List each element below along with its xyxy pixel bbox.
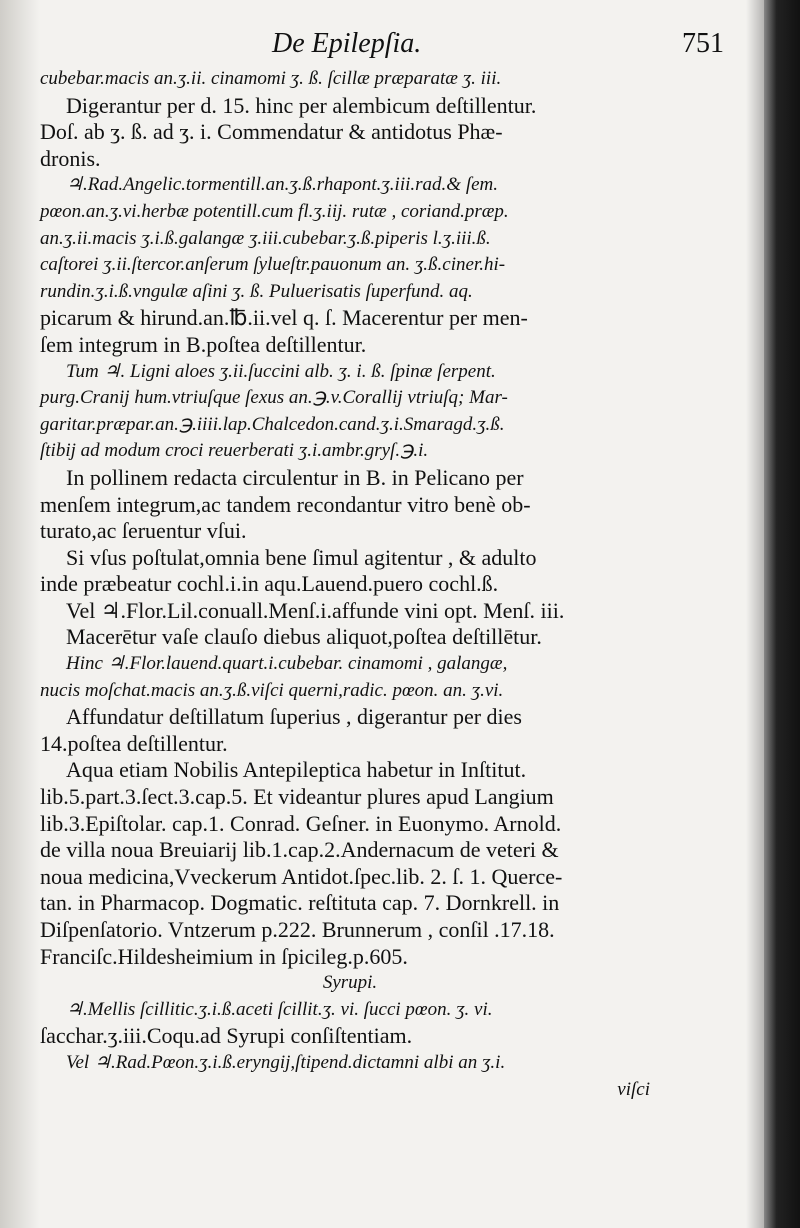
text-line: nucis moſchat.macis an.ʒ.ß.viſci querni,radic. pœon. an. ʒ.vi. — [40, 679, 504, 701]
text-line: garitar.præpar.an.℈.iiii.lap.Chalcedon.cand.ʒ.i.Smaragd.ʒ.ß. — [40, 413, 505, 435]
text-line: rundin.ʒ.i.ß.vngulæ aſini ʒ. ß. Puluerisatis ſuperfund. aq. — [40, 280, 473, 302]
text-line: tan. in Pharmacop. Dogmatic. reſtituta cap. 7. Dornkrell. in — [40, 890, 560, 916]
page-gutter-shadow — [0, 0, 40, 1228]
text-line: Macerētur vaſe clauſo diebus aliquot,poſtea deſtillētur. — [66, 624, 542, 650]
text-line: Affundatur deſtillatum ſuperius , digerantur per dies — [66, 704, 522, 730]
text-line: turato,ac ſeruentur vſui. — [40, 518, 247, 544]
text-line: ſacchar.ʒ.iii.Coqu.ad Syrupi conſiſtentiam. — [40, 1023, 413, 1049]
text-line: an.ʒ.ii.macis ʒ.i.ß.galangæ ʒ.iii.cubebar.ʒ.ß.piperis l.ʒ.iii.ß. — [40, 227, 491, 249]
text-line: Tum ♃. Ligni aloes ʒ.ii.ſuccini alb. ʒ. i. ß. ſpinæ ſerpent. — [66, 360, 496, 382]
text-line: caſtorei ʒ.ii.ſtercor.anſerum ſylueſtr.pauonum an. ʒ.ß.ciner.hi- — [40, 254, 506, 276]
text-line: Hinc ♃.Flor.lauend.quart.i.cubebar. cinamomi , galangæ, — [66, 653, 508, 675]
text-line: noua medicina,Vveckerum Antidot.ſpec.lib. 2. ſ. 1. Querce- — [40, 863, 563, 889]
book-fore-edge — [764, 0, 800, 1228]
text-line: ſem integrum in B.poſtea deſtillentur. — [40, 331, 367, 357]
page-header — [40, 28, 740, 68]
text-line: Diſpenſatorio. Vntzerum p.222. Brunnerum , conſil .17.18. — [40, 917, 555, 942]
text-line: Vel ♃.Rad.Pœon.ʒ.i.ß.eryngij,ſtipend.dictamni albi an ʒ.i. — [66, 1051, 506, 1073]
text-line: inde præbeatur cochl.i.in aqu.Lauend.puero cochl.ß. — [40, 571, 499, 597]
text-line: lib.3.Epiſtolar. cap.1. Conrad. Geſner. in Euonymo. Arnold. — [40, 810, 562, 836]
text-line: pœon.an.ʒ.vi.herbæ potentill.cum fl.ʒ.iij. rutæ , coriand.præp. — [40, 200, 509, 222]
text-line: ♃.Rad.Angelic.tormentill.an.ʒ.ß.rhapont.ʒ.iii.rad.& ſem. — [66, 174, 498, 196]
text-line: In pollinem redacta circulentur in B. in Pelicano per — [66, 464, 524, 490]
text-line: menſem integrum,ac tandem recondantur vitro benè ob- — [40, 491, 531, 517]
text-line: Aqua etiam Nobilis Antepileptica habetur in Inſtitut. — [66, 757, 527, 783]
text-line: Doſ. ab ʒ. ß. ad ʒ. i. Commendatur & antidotus Phæ- — [40, 119, 503, 145]
text-line: purg.Cranij hum.vtriuſque ſexus an.℈.v.Corallij vtriuſq; Mar- — [40, 387, 508, 409]
text-line: picarum & hirund.an.℔.ii.vel q. ſ. Macerentur per men- — [40, 305, 528, 331]
text-line: dronis. — [40, 145, 101, 171]
text-line: Franciſc.Hildesheimium in ſpicileg.p.605. — [40, 943, 408, 969]
page-number: 751 — [682, 28, 724, 59]
text-line: cubebar.macis an.ʒ.ii. cinamomi ʒ. ß. ſcillæ præparatæ ʒ. iii. — [40, 68, 502, 89]
text-line: ♃.Mellis ſcillitic.ʒ.i.ß.aceti ſcillit.ʒ. vi. ſucci pœon. ʒ. vi. — [66, 998, 493, 1020]
text-line: ſtibij ad modum croci reuerberati ʒ.i.ambr.gryſ.℈.i. — [40, 440, 429, 462]
text-line: Syrupi. — [322, 972, 378, 994]
text-line: lib.5.part.3.ſect.3.cap.5. Et videantur plures apud Langium — [40, 784, 554, 810]
text-line: de villa noua Breuiarij lib.1.cap.2.Andernacum de veteri & — [40, 837, 559, 863]
body-text — [40, 66, 660, 1103]
text-line: Si vſus poſtulat,omnia bene ſimul agitentur , & adulto — [66, 544, 537, 570]
text-line: Digerantur per d. 15. hinc per alembicum deſtillentur. — [66, 92, 537, 118]
text-line: Vel ♃.Flor.Lil.conuall.Menſ.i.affunde vini opt. Menſ. iii. — [66, 597, 565, 623]
page-edge-shadow — [746, 0, 764, 1228]
catchword: viſci — [617, 1078, 650, 1100]
running-title: De Epilepſia. — [272, 28, 422, 59]
text-line: 14.poſtea deſtillentur. — [40, 730, 228, 756]
